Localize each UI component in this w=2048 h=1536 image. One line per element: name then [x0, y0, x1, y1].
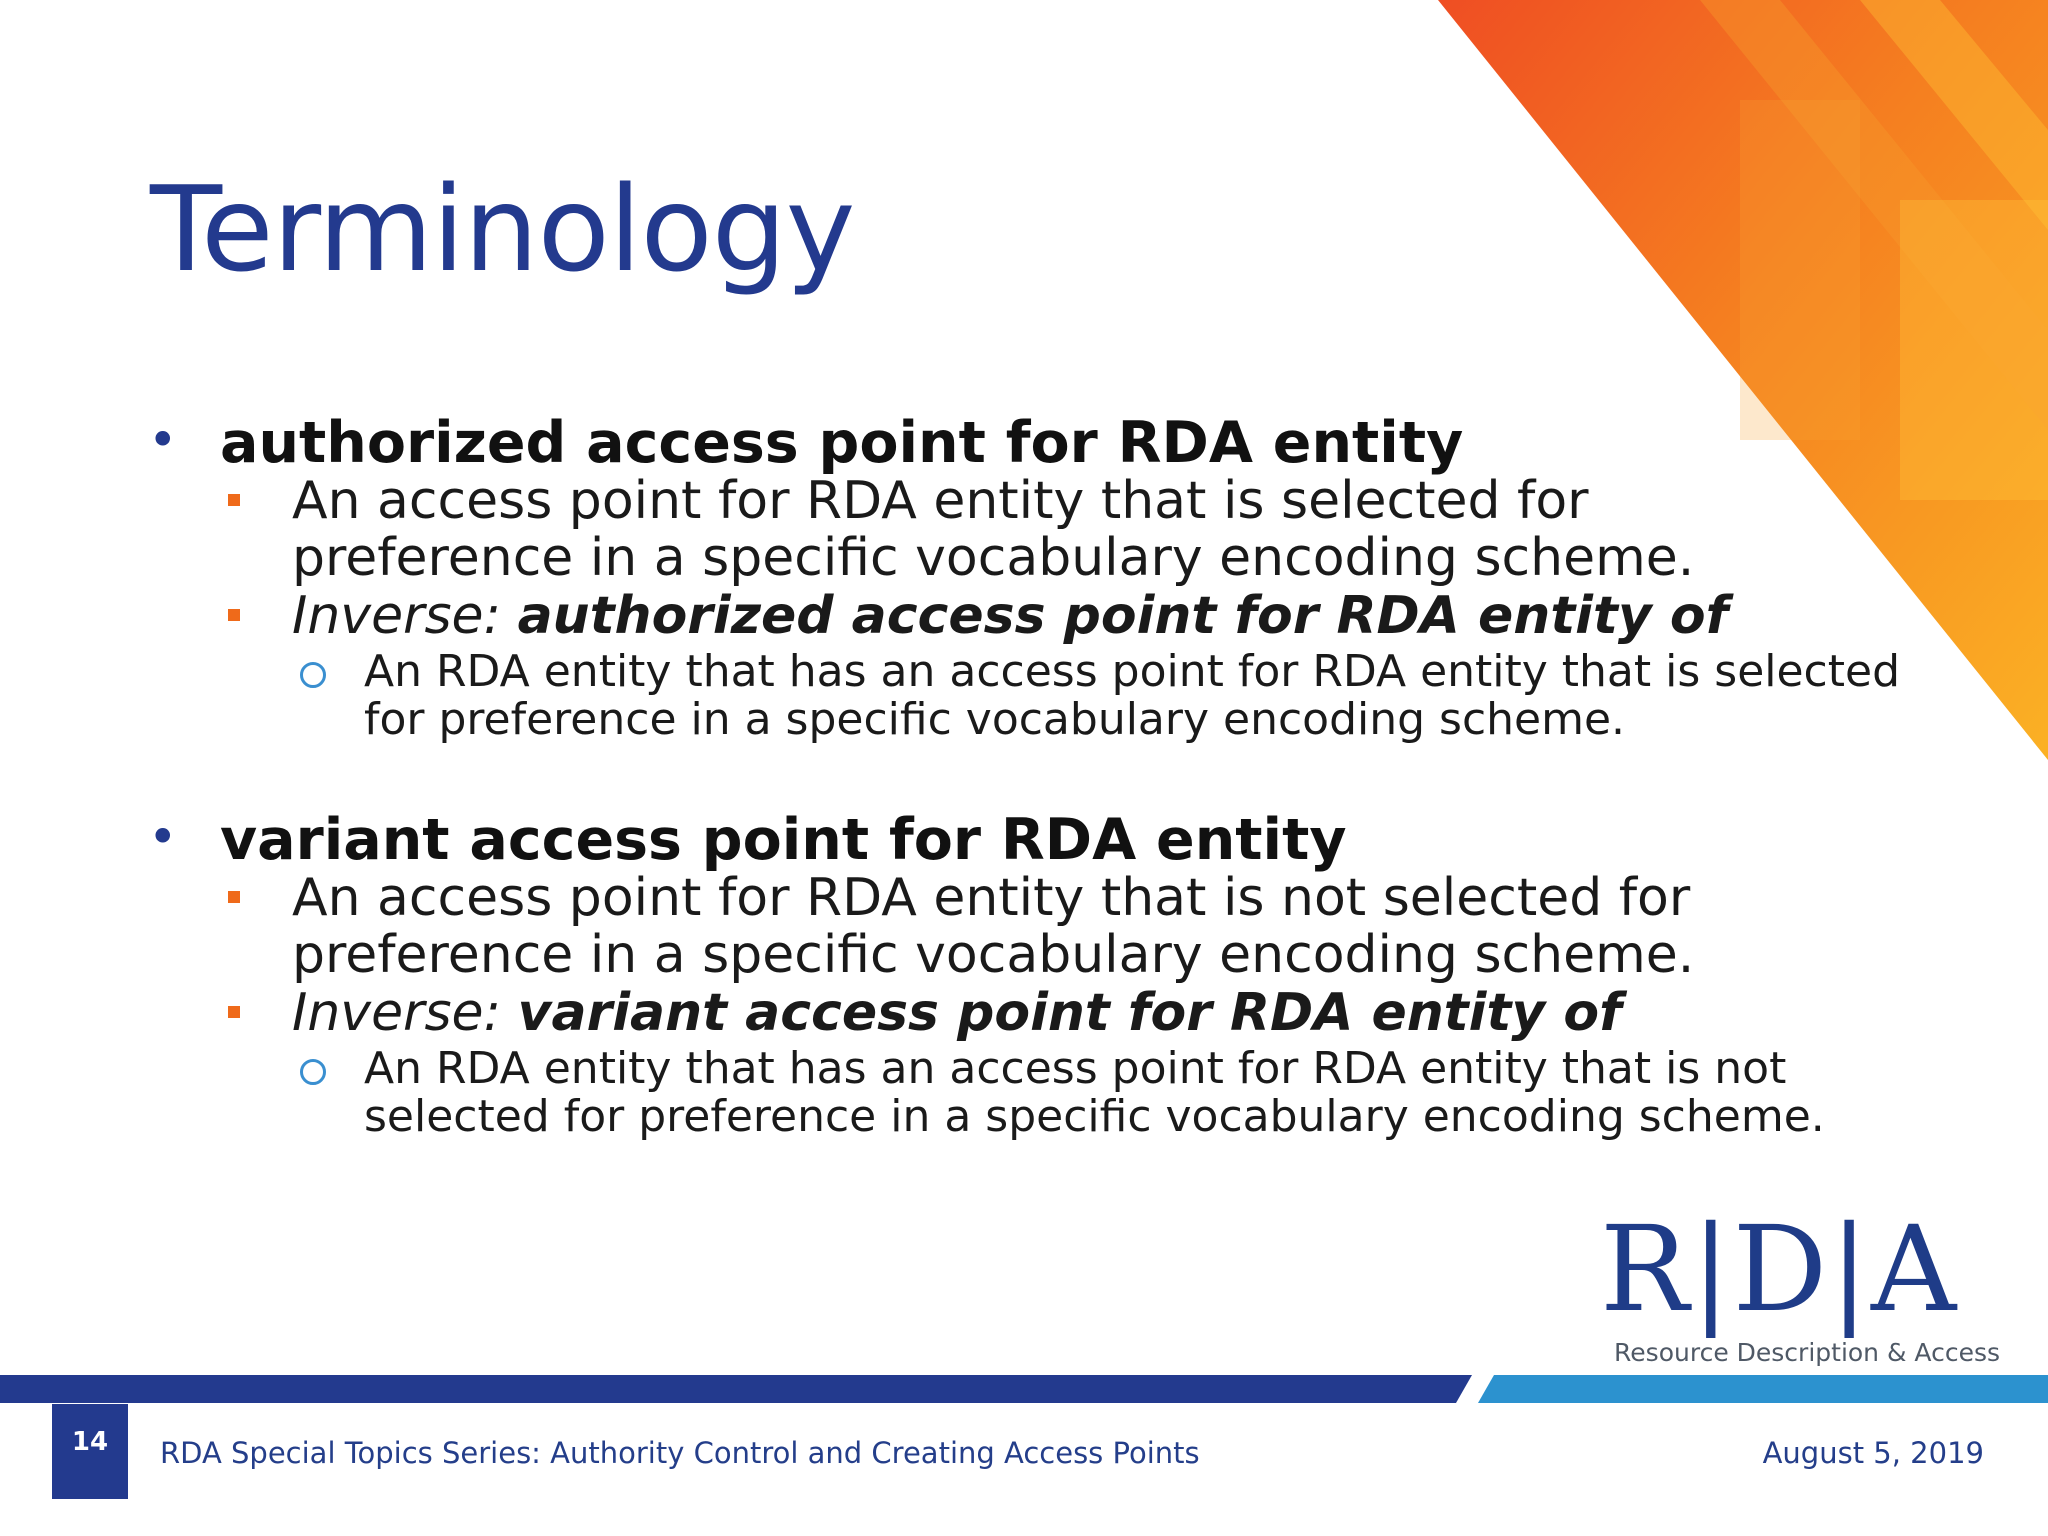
- square-bullet-icon: [228, 609, 240, 621]
- footer-bar-light: [1478, 1375, 2048, 1403]
- footer-series-title: RDA Special Topics Series: Authority Control and Creating Access Points: [160, 1436, 1200, 1470]
- inverse-label: Inverse:: [292, 586, 518, 646]
- definition-variant-access-point: An access point for RDA entity that is not selected for preference in a specific vocabulary encoding scheme.: [292, 868, 1695, 985]
- term-variant-access-point: variant access point for RDA entity: [220, 807, 1347, 873]
- inverse-definition-variant: An RDA entity that has an access point for RDA entity that is not selected for preference in a specific vocabulary encoding scheme.: [364, 1043, 1825, 1142]
- bullet-dot-icon: •: [148, 808, 178, 866]
- square-bullet-icon: [228, 494, 240, 506]
- bullet-dot-icon: •: [148, 411, 178, 469]
- term-authorized-access-point: authorized access point for RDA entity: [220, 410, 1464, 476]
- page-title: Terminology: [150, 160, 855, 298]
- inverse-label: Inverse:: [292, 983, 518, 1043]
- rda-logo: [1600, 1200, 2000, 1370]
- inverse-definition-authorized: An RDA entity that has an access point for RDA entity that is selected for preference in a specific vocabulary encoding scheme.: [364, 646, 1901, 745]
- slide-number: 14: [52, 1404, 128, 1499]
- footer-bar-dark: [0, 1375, 1472, 1403]
- square-bullet-icon: [228, 1006, 240, 1018]
- inverse-term: authorized access point for RDA entity of: [517, 586, 1729, 646]
- inverse-authorized-access-point: [292, 588, 1882, 645]
- square-bullet-icon: [228, 891, 240, 903]
- inverse-term: variant access point for RDA entity of: [517, 983, 1622, 1043]
- footer-date: August 5, 2019: [1762, 1436, 1984, 1470]
- circle-bullet-icon: [300, 1059, 326, 1085]
- inverse-variant-access-point: [292, 985, 1882, 1042]
- circle-bullet-icon: [300, 662, 326, 688]
- rda-logo-subtitle: Resource Description & Access: [1614, 1338, 2000, 1367]
- definition-authorized-access-point: An access point for RDA entity that is selected for preference in a specific vocabulary encoding scheme.: [292, 471, 1695, 588]
- rda-logo-letters: R|D|A: [1600, 1200, 1959, 1338]
